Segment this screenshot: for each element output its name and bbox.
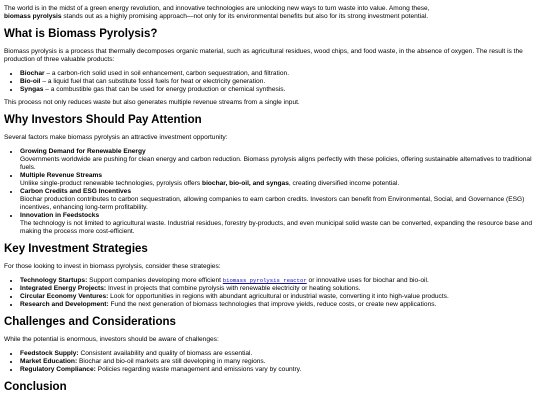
list-item [20, 188, 536, 212]
list-item [20, 70, 536, 78]
product-desc: – a combustible gas that can be used for energy production or chemical synthesis. [43, 86, 286, 93]
strategies-list [4, 277, 536, 309]
item-body: Governments worldwide are pushing for clean energy and carbon reduction. Biomass pyrolysis aligns perfectly with these policies, offering sustainable alternatives to traditional fuels. [20, 156, 532, 171]
intro-text: The world is in the midst of a green energy revolution, and innovative technologies are unlocking new ways to turn waste into value. Among these, [4, 5, 430, 12]
heading-why-investors: Why Investors Should Pay Attention [4, 114, 202, 126]
intro-paragraph [4, 5, 536, 21]
list-item [20, 148, 536, 172]
list-item [20, 86, 536, 94]
intro-emphasis: biomass pyrolysis [4, 13, 62, 20]
heading-challenges: Challenges and Considerations [4, 316, 176, 328]
item-text: Support companies developing more efficient [87, 277, 223, 284]
list-item [20, 277, 536, 285]
item-title: Circular Economy Ventures: [20, 293, 109, 300]
item-text: Policies regarding waste management and emissions vary by country. [95, 366, 302, 373]
products-list [4, 70, 536, 94]
why-lead: Several factors make biomass pyrolysis an attractive investment opportunity: [4, 134, 228, 141]
item-title: Research and Development: [20, 301, 109, 308]
item-title: • Innovation in Feedstocks [20, 212, 100, 219]
item-body: Biochar production contributes to carbon sequestration, allowing companies to earn carbon credits. Investors can benefit from Environmental, Social, and Governance (ESG) incentives, enhancing long-term profitability. [20, 196, 525, 211]
item-title: Regulatory Compliance: [20, 366, 96, 373]
product-name: Syngas [20, 86, 44, 93]
reactor-link[interactable]: biomass pyrolysis reactor [222, 277, 307, 284]
why-list [4, 148, 536, 236]
item-text: Fund the next generation of biomass technologies that improve yields, reduce costs, or create new applications. [108, 301, 437, 308]
list-item [20, 301, 536, 309]
item-title: Market Education: [20, 358, 78, 365]
intro-text-continued: stands out as a highly promising approach—not only for its environmental benefits but also for its strong investment potential. [61, 13, 429, 20]
item-text: Invest in projects that combine pyrolysis with renewable electricity or heating solutions. [106, 285, 361, 292]
item-title: • Carbon Credits and ESG Incentives [20, 188, 132, 195]
list-item [20, 212, 536, 236]
item-body: The technology is not limited to agricultural waste. Industrial residues, forestry by-products, and even municipal solid waste can be converted, expanding the resource base and making the process more cost-efficient. [20, 220, 533, 235]
item-text-end: or innovative uses for biochar and bio-oil. [306, 277, 429, 284]
list-item [20, 78, 536, 86]
challenges-lead: While the potential is enormous, investors should be aware of challenges: [4, 336, 219, 343]
item-title: • Multiple Revenue Streams [20, 172, 103, 179]
item-text: Consistent availability and quality of biomass are essential. [78, 350, 253, 357]
product-name: Bio-oil [20, 78, 41, 85]
list-item [20, 358, 536, 366]
list-item [20, 350, 536, 358]
item-body: Unlike single-product renewable technologies, pyrolysis offers [20, 180, 203, 187]
what-closing: This process not only reduces waste but also generates multiple revenue streams from a single input. [4, 99, 300, 106]
heading-what-is: What is Biomass Pyrolysis? [4, 28, 158, 40]
item-text: Look for opportunities in regions with abundant agricultural or industrial waste, converting it into high-value products. [108, 293, 449, 300]
heading-key-strategies: Key Investment Strategies [4, 243, 148, 255]
challenges-list [4, 350, 536, 374]
list-item [20, 293, 536, 301]
heading-conclusion: Conclusion [4, 381, 67, 393]
item-title: Integrated Energy Projects: [20, 285, 107, 292]
product-desc: – a carbon-rich solid used in soil enhancement, carbon sequestration, and filtration. [44, 70, 290, 77]
strategies-lead: For those looking to invest in biomass pyrolysis, consider these strategies: [4, 263, 221, 270]
list-item [20, 172, 536, 188]
what-paragraph: Biomass pyrolysis is a process that thermally decomposes organic material, such as agricultural residues, wood chips, and food waste, in the absence of oxygen. The result is the production of three valuable products: [4, 48, 523, 63]
list-item [20, 285, 536, 293]
item-title: • Growing Demand for Renewable Energy [20, 148, 146, 155]
product-desc: – a liquid fuel that can substitute fossil fuels for heat or electricity generation. [40, 78, 266, 85]
product-name: Biochar [20, 70, 45, 77]
item-title: Feedstock Supply: [20, 350, 79, 357]
item-text: Biochar and bio-oil markets are still developing in many regions. [77, 358, 266, 365]
item-body-emphasis: biochar, bio-oil, and syngas [202, 180, 289, 187]
list-item [20, 366, 536, 374]
item-body-end: , creating diversified income potential. [288, 180, 400, 187]
item-title: Technology Startups: [20, 277, 88, 284]
